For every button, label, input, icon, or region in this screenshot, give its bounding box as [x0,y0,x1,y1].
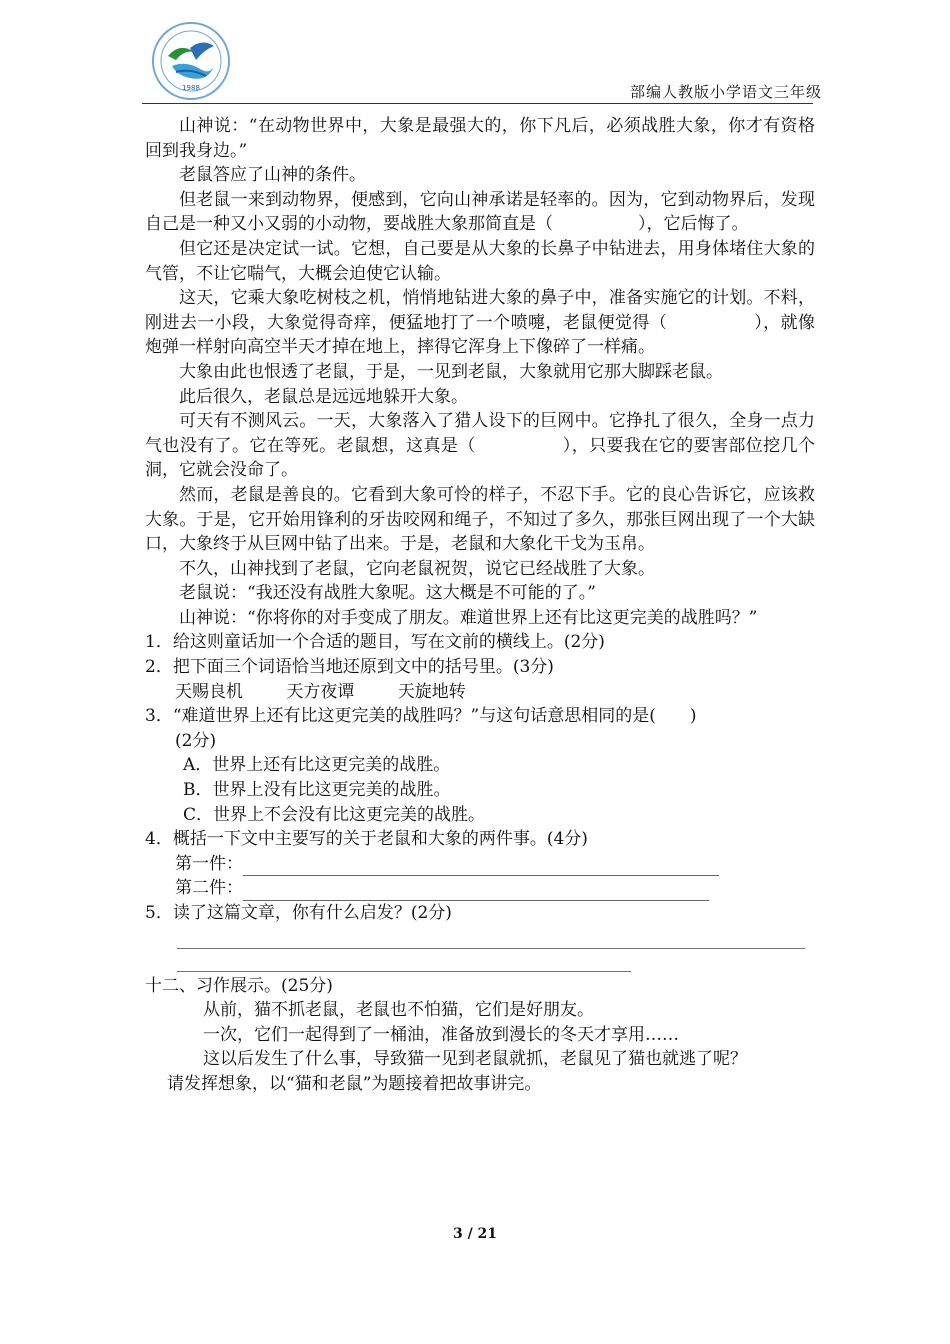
prompt-line: 一次，它们一起得到了一桶油，准备放到漫长的冬天才享用…… [203,1024,679,1045]
answer-second-line[interactable] [243,882,709,901]
option-a: A．世界上还有比这更完美的战胜。 [183,755,451,776]
answer-line[interactable] [177,926,805,949]
story-paragraph: 山神说：“你将你的对手变成了朋友。难道世界上还有比这更完美的战胜吗？” [179,607,758,628]
question-2: 2．把下面三个词语恰当地还原到文中的括号里。(3分) [145,657,554,678]
section-12-body [145,998,815,1096]
word-option: 天方夜谭 [286,681,355,702]
answer-second [145,876,815,901]
answer-line[interactable] [177,949,631,972]
answer-first-line[interactable] [243,857,719,876]
option-c: C．世界上不会没有比这更完美的战胜。 [183,804,486,825]
story-paragraph: 可天有不测风云。一天，大象落入了猎人设下的巨网中。它挣扎了很久，全身一点力气也没有了。它在等死。老鼠想，这真是（ ），只要我在它的要害部位挖几个洞，它就会没命了。 [145,411,815,481]
story-paragraph: 但它还是决定试一试。它想，自己要是从大象的长鼻子中钻进去，用身体堵住大象的气管，不让它喘气，大概会迫使它认输。 [145,238,815,284]
story-paragraph: 老鼠说：“我还没有战胜大象呢。这大概是不可能的了。” [179,583,596,604]
story-paragraph: 但老鼠一来到动物界，便感到，它向山神承诺是轻率的。因为，它到动物界后，发现自己是一种又小又弱的小动物，要战胜大象那简直是（ ），它后悔了。 [145,189,815,235]
word-bank [145,680,815,705]
header-course: 部编人教版小学语文三年级 [629,83,822,101]
question-3-score: (2分) [175,730,217,751]
answer-first [145,852,815,877]
question-3: 3．“难道世界上还有比这更完美的战胜吗？”与这句话意思相同的是( ) [145,706,697,727]
story-paragraph: 山神说：“在动物世界中，大象是最强大的，你下凡后，必须战胜大象，你才有资格回到我身边。” [145,116,815,161]
prompt-line: 这以后发生了什么事，导致猫一见到老鼠就抓，老鼠见了猫也就逃了呢？ [203,1049,747,1070]
question-4: 4．概括一下文中主要写的关于老鼠和大象的两件事。(4分) [145,829,588,850]
story-paragraph: 大象由此也恨透了老鼠，于是，一见到老鼠，大象就用它那大脚踩老鼠。 [179,361,723,382]
school-logo [150,20,232,102]
word-option: 天赐良机 [175,681,243,702]
section-12-title: 十二、习作展示。(25分) [145,975,333,996]
word-option: 天旋地转 [397,681,466,702]
answer-first-label: 第一件： [175,853,243,874]
page-content [145,114,815,1097]
story-paragraph: 然而，老鼠是善良的。它看到大象可怜的样子，不忍下手。它的良心告诉它，应该救大象。于是，它开始用锋利的牙齿咬网和绳子，不知过了多久，那张巨网出现了一个大缺口，大象终于从巨网中钻了出来。于是，老鼠和大象化干戈为玉帛。 [145,484,815,555]
prompt-line: 从前，猫不抓老鼠，老鼠也不怕猫，它们是好朋友。 [203,1000,594,1021]
page-number: 3 / 21 [452,1226,498,1242]
header-divider [142,103,813,104]
answer-second-label: 第二件： [175,878,243,899]
story-paragraph: 老鼠答应了山神的条件。 [179,165,366,186]
svg-text:1988: 1988 [182,84,200,92]
question-1: 1．给这则童话加一个合适的题目，写在文前的横线上。(2分) [145,632,605,653]
story-paragraph: 这天，它乘大象吃树枝之机，悄悄地钻进大象的鼻子中，准备实施它的计划。不料，刚进去一小段，大象觉得奇痒，便猛地打了一个喷嚏，老鼠便觉得（ ），就像炮弹一样射向高空半天才掉在地上，摔得它浑身上下像碎了一样痛。 [145,288,815,358]
question-5: 5．读了这篇文章，你有什么启发？(2分) [145,903,452,923]
option-b: B．世界上没有比这更完美的战胜。 [183,780,451,801]
prompt-line: 请发挥想象，以“猫和老鼠”为题接着把故事讲完。 [167,1073,542,1094]
story-paragraph: 此后很久，老鼠总是远远地躲开大象。 [179,386,468,407]
story-paragraph: 不久，山神找到了老鼠，它向老鼠祝贺，说它已经战胜了大象。 [179,558,655,579]
